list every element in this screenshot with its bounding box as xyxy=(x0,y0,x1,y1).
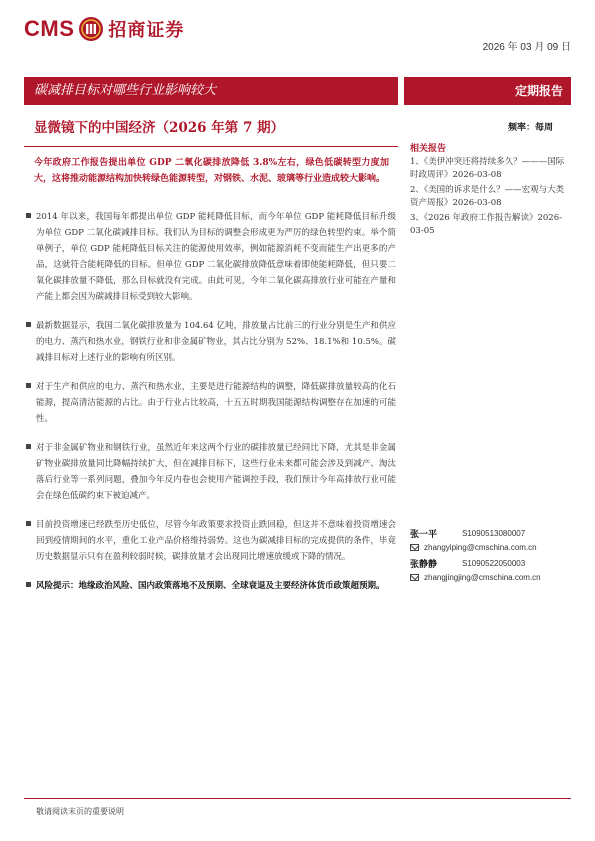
related-report-item[interactable]: 3、《2026 年政府工作报告解读》2026-03-05 xyxy=(410,213,562,236)
analyst-card xyxy=(410,526,575,554)
risk-text: 风险提示：地缘政治风险、国内政策落地不及预期、全球衰退及主要经济体货币政策超预期。 xyxy=(36,581,385,591)
bullet-list xyxy=(24,209,396,607)
related-report-item[interactable]: 1、《美伊冲突还将持续多久？———国际时政周评》2026-03-08 xyxy=(410,157,565,180)
bullet-item xyxy=(24,209,396,305)
logo-mark-icon xyxy=(78,16,104,42)
mail-icon xyxy=(410,544,419,551)
bullet-text: 对于非金属矿物业和钢铁行业，虽然近年来这两个行业的碳排放量已经同比下降，尤其是非金属矿物业碳排放量同比降幅持续扩大，但在减排目标下，这些行业未来都可能会涉及到减产、淘汰落后行业等一系列问题，叠加今年反内卷也会使用产能调控手段，我们预计今年高排放行业可能会在绿色低碳约束下被迫减产。 xyxy=(36,443,396,501)
analyst-name: 张一平 xyxy=(410,529,438,540)
report-frequency: 频率：每周 xyxy=(508,123,554,133)
logo-cms-text: CMS xyxy=(24,16,75,41)
analyst-email[interactable]: zhangjingjing@cmschina.com.cn xyxy=(424,572,541,582)
analyst-list xyxy=(410,526,575,586)
related-reports-heading: 相关报告 xyxy=(410,144,447,154)
bullet-item xyxy=(24,379,396,427)
footer-disclaimer: 敬请阅读末页的重要说明 xyxy=(36,807,124,816)
mail-icon xyxy=(410,574,419,581)
bullet-text: 2014 年以来，我国每年都提出单位 GDP 能耗降低目标，而今年单位 GDP 能耗降低目标升级为单位 GDP 二氧化碳减排目标。我们认为目标的调整会形成更为严厉的绿色转型约束。举个简单例子，单位 GDP 能耗降低目标关注的能源使用效率，例如能源消耗不变而能生产出更多的产品，这就符合能耗降低的目标。但单位 GDP 二氧化碳排放降低意味着即使能耗降低，但只要二氧化碳排放量不降低，那么目标就没有完成。由此可见，今年二氧化碳高排放行业可能在产量和产能上都会因为碳减排目标受到较大影响。 xyxy=(36,212,396,302)
analyst-email-row[interactable] xyxy=(410,570,575,584)
logo-chinese-text: 招商证券 xyxy=(108,20,185,41)
report-subtitle: 显微镜下的中国经济（2026 年第 7 期） xyxy=(34,120,285,136)
title-divider xyxy=(24,146,398,147)
analyst-header xyxy=(410,526,575,540)
company-logo xyxy=(24,14,184,44)
analyst-card xyxy=(410,556,575,584)
analyst-name: 张静静 xyxy=(410,559,438,570)
related-reports-list xyxy=(410,156,570,240)
bullet-item xyxy=(24,318,396,366)
bullet-text: 最新数据显示，我国二氧化碳排放量为 104.64 亿吨，排放量占比前三的行业分别是生产和供应的电力、蒸汽和热水业，钢铁行业和非金属矿物业，其占比分别为 52%、18.1%和 10.5%。碳减排目标对上述行业的影响有所区别。 xyxy=(36,321,396,363)
analyst-email[interactable]: zhangyiping@cmschina.com.cn xyxy=(424,542,537,552)
analyst-license-code: S1090522050003 xyxy=(462,558,526,568)
footer-divider xyxy=(24,798,571,799)
report-title: 碳减排目标对哪些行业影响较大 xyxy=(24,77,398,105)
bullet-square-icon xyxy=(26,582,31,587)
analyst-header xyxy=(410,556,575,570)
bullet-text: 对于生产和供应的电力、蒸汽和热水业，主要是进行能源结构的调整，降低碳排放量较高的化石能源，提高清洁能源的占比。由于行业占比较高，十五五时期我国能源结构调整存在加速的可能性。 xyxy=(36,382,396,424)
bullet-square-icon xyxy=(26,521,31,526)
bullet-text: 目前投资增速已经跌至历史低位，尽管今年政策要求投资止跌回稳，但这并不意味着投资增速会回到疫情期间的水平，重化工业产品价格维持弱势。这也为碳减排目标的完成提供的条件，毕竟历史数据显示只有在盈利较弱时候，碳排放量才会出现同比增速放缓或下降的情况。 xyxy=(36,520,396,562)
bullet-item xyxy=(24,517,396,565)
report-date: 2026 年 03 月 09 日 xyxy=(482,42,571,53)
analyst-license-code: S1090513080007 xyxy=(462,528,526,538)
risk-warning xyxy=(24,578,396,594)
bullet-square-icon xyxy=(26,322,31,327)
bullet-item xyxy=(24,440,396,504)
bullet-square-icon xyxy=(26,444,31,449)
report-type-badge: 定期报告 xyxy=(404,77,571,105)
related-report-item[interactable]: 2、《美国的诉求是什么？——宏观与大类资产周报》2026-03-08 xyxy=(410,185,565,208)
bullet-square-icon xyxy=(26,383,31,388)
summary-paragraph: 今年政府工作报告提出单位 GDP 二氧化碳排放降低 3.8%左右，绿色低碳转型力度加大，这将推动能源结构加快转绿色能源转型，对钢铁、水泥、玻璃等行业造成较大影响。 xyxy=(34,158,389,184)
analyst-email-row[interactable] xyxy=(410,540,575,554)
bullet-square-icon xyxy=(26,213,31,218)
